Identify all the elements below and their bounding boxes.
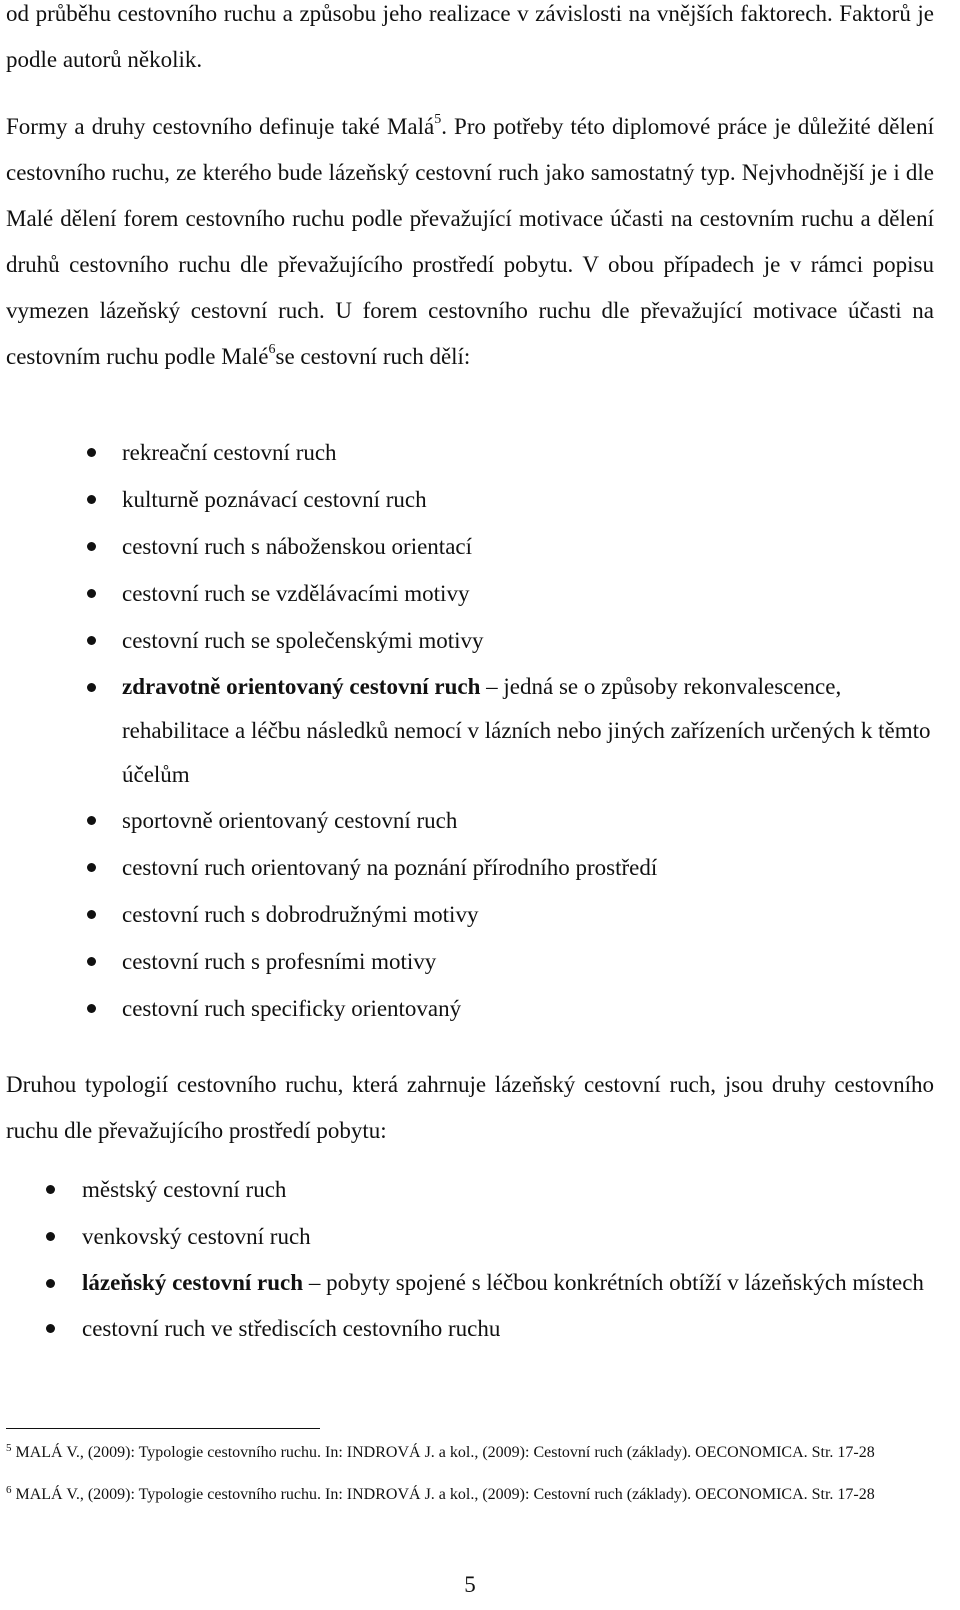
bullet-icon [87, 683, 96, 692]
footnote-5: $^5$ MALÁ V., (2009): Typologie cestovního ruchu. In: INDROVÁ J. a kol., (2009): Cestovní ruch (základy). OECONOMICA. Str. 17-28 [6, 1441, 875, 1461]
list-item: venkovský cestovní ruch [6, 1214, 934, 1260]
paragraph-forms-text-c: se cestovní ruch dělí: [275, 344, 471, 369]
bullet-icon [87, 589, 96, 598]
bullet-icon [87, 863, 96, 872]
environment-types-list [6, 1167, 934, 1352]
list-item: cestovní ruch s náboženskou orientací [6, 524, 934, 570]
list-item: zdravotně orientovaný cestovní ruch – jedná se o způsoby rekonvalescence, rehabilitace a léčbu následků nemocí v lázních nebo jiných zařízeních určených k těmto účelům [6, 665, 934, 797]
motivation-forms-list [6, 430, 934, 1032]
bullet-icon [87, 1004, 96, 1013]
list-item: cestovní ruch s profesními motivy [6, 939, 934, 985]
list-item: cestovní ruch ve střediscích cestovního ruchu [6, 1306, 934, 1352]
bullet-icon [87, 957, 96, 966]
list-item: cestovní ruch s dobrodružnými motivy [6, 892, 934, 938]
list-item: sportovně orientovaný cestovní ruch [6, 798, 934, 844]
footnote-6: $^6$ MALÁ V., (2009): Typologie cestovního ruchu. In: INDROVÁ J. a kol., (2009): Cestovní ruch (základy). OECONOMICA. Str. 17-28 [6, 1483, 875, 1503]
list-item: cestovní ruch se společenskými motivy [6, 618, 934, 664]
bullet-icon [46, 1279, 55, 1288]
list-item: rekreační cestovní ruch [6, 430, 934, 476]
bullet-icon [87, 542, 96, 551]
paragraph-types: Druhou typologií cestovního ruchu, která zahrnuje lázeňský cestovní ruch, jsou druhy cestovního ruchu dle převažujícího prostředí pobytu: [6, 1072, 934, 1143]
footnote-ref-6: 6 [268, 342, 276, 358]
bullet-icon [87, 910, 96, 919]
list-item: cestovní ruch specificky orientovaný [6, 986, 934, 1032]
paragraph-forms [6, 104, 934, 380]
list-item: městský cestovní ruch [6, 1167, 934, 1213]
paragraph-forms-text-a: Formy a druhy cestovního definuje také Malá [6, 114, 435, 139]
bullet-icon [46, 1324, 55, 1333]
bullet-icon [46, 1232, 55, 1241]
bullet-icon [46, 1185, 55, 1194]
bullet-icon [87, 448, 96, 457]
bullet-icon [87, 816, 96, 825]
list-item: kulturně poznávací cestovní ruch [6, 477, 934, 523]
bullet-icon [87, 636, 96, 645]
list-item: cestovní ruch orientovaný na poznání přírodního prostředí [6, 845, 934, 891]
footnote-divider [6, 1428, 320, 1429]
page-number: 5 [464, 1572, 476, 1597]
list-item: lázeňský cestovní ruch – pobyty spojené s léčbou konkrétních obtíží v lázeňských místech [6, 1261, 934, 1305]
paragraph-intro: od průběhu cestovního ruchu a způsobu jeho realizace v závislosti na vnějších faktorech. Faktorů je podle autorů několik. [6, 1, 934, 72]
bullet-icon [87, 495, 96, 504]
paragraph-forms-text-b: . Pro potřeby této diplomové práce je důležité dělení cestovního ruchu, ze kterého bude lázeňský cestovní ruch jako samostatný typ. Nejvhodnější je i dle Malé dělení forem cestovního ruchu podle převažující motivace účasti na cestovním ruchu a dělení druhů cestovního ruchu dle převažujícího prostředí pobytu. V obou případech je v rámci popisu vymezen lázeňský cestovní ruch. U forem cestovního ruchu dle převažující motivace účasti na cestovním ruchu podle Malé [6, 114, 935, 369]
footnote-ref-5: 5 [434, 112, 442, 128]
list-item: cestovní ruch se vzdělávacími motivy [6, 571, 934, 617]
